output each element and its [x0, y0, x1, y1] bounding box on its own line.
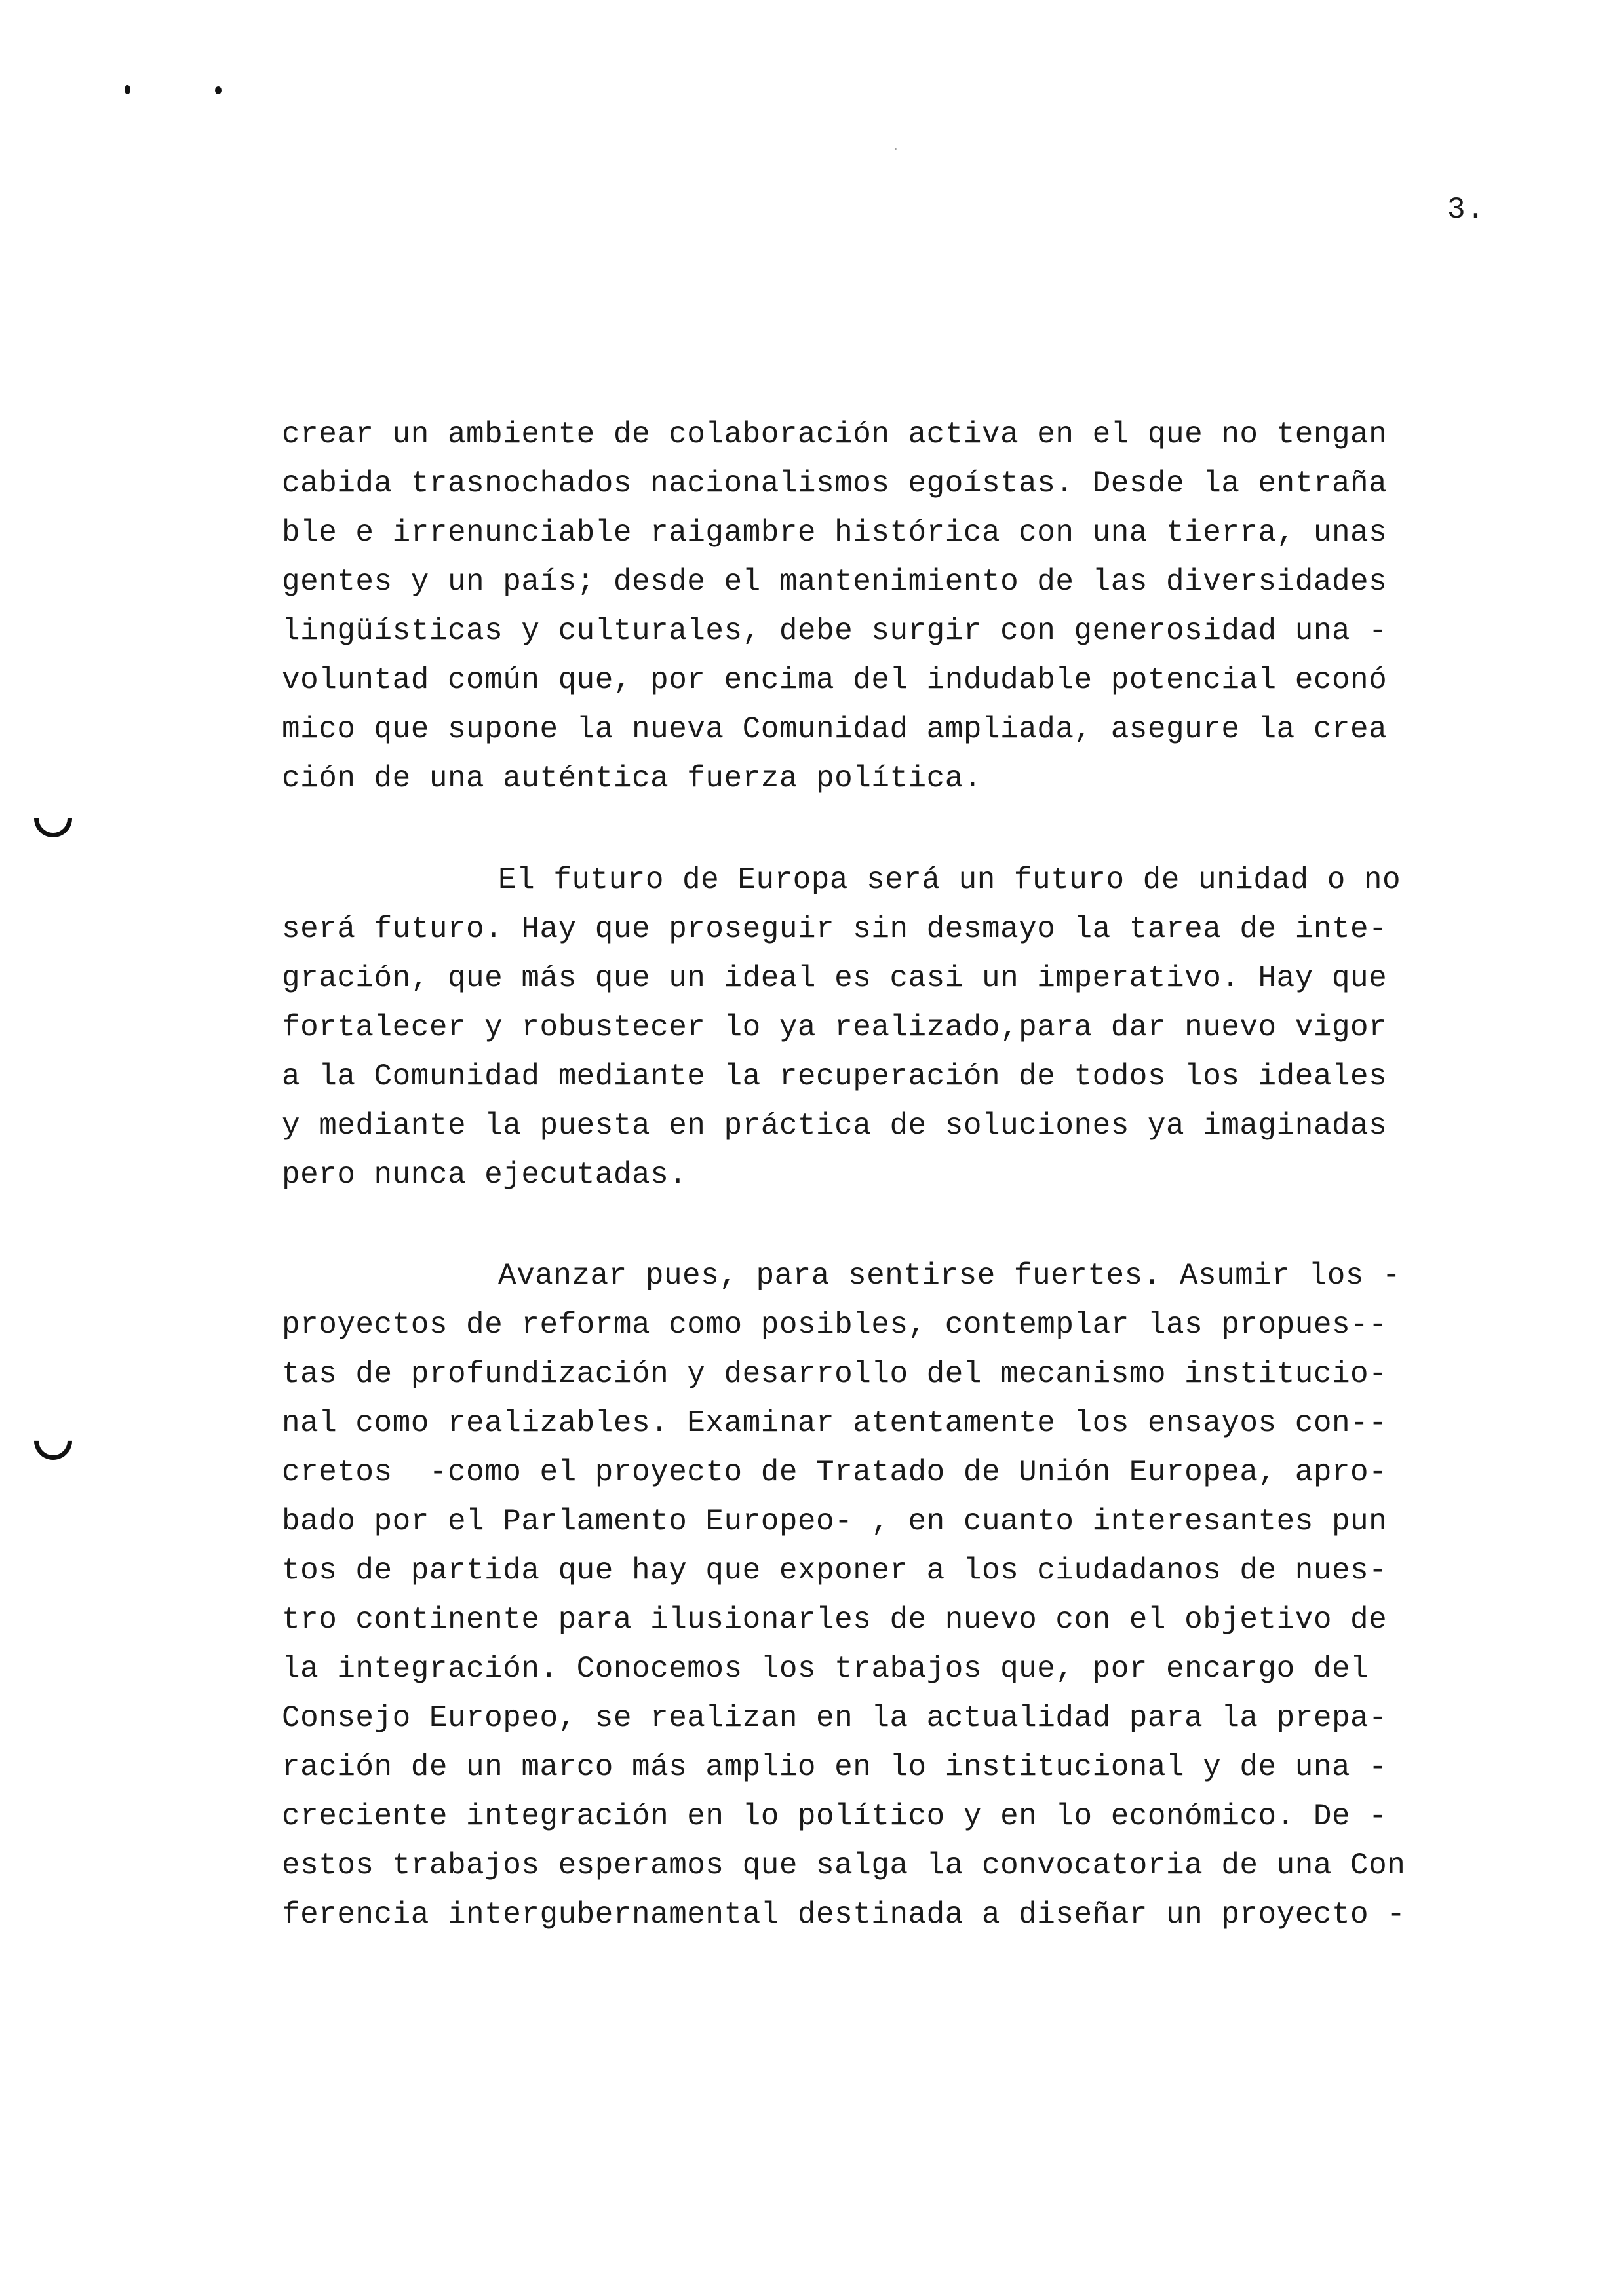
text-line: tro continente para ilusionarles de nuevo con el objetivo de	[282, 1603, 1388, 1637]
text-line: ración de un marco más amplio en lo institucional y de una -	[282, 1750, 1388, 1784]
text-line: ferencia intergubernamental destinada a diseñar un proyecto -	[282, 1898, 1406, 1932]
text-line: bado por el Parlamento Europeo- , en cuanto interesantes pun	[282, 1504, 1388, 1539]
text-line: ción de una auténtica fuerza política.	[282, 761, 982, 795]
text-line: fortalecer y robustecer lo ya realizado,para dar nuevo vigor	[282, 1010, 1388, 1044]
text-line: y mediante la puesta en práctica de soluciones ya imaginadas	[282, 1109, 1388, 1143]
text-line: cabida trasnochados nacionalismos egoístas. Desde la entraña	[282, 467, 1388, 501]
text-line: gración, que más que un ideal es casi un imperativo. Hay que	[282, 961, 1388, 995]
scan-speck	[215, 86, 222, 94]
text-line: cretos -como el proyecto de Tratado de Unión Europea, apro-	[282, 1455, 1388, 1489]
paragraph	[282, 410, 1481, 803]
punch-hole-mark	[26, 1414, 80, 1468]
text-line: mico que supone la nueva Comunidad ampliada, asegure la crea	[282, 712, 1388, 746]
page-number: 3.	[1447, 193, 1487, 227]
text-line: Avanzar pues, para sentirse fuertes. Asumir los -	[498, 1259, 1401, 1293]
text-line: tos de partida que hay que exponer a los ciudadanos de nues-	[282, 1554, 1388, 1588]
text-line: estos trabajos esperamos que salga la convocatoria de una Con	[282, 1848, 1406, 1883]
paragraph	[282, 1252, 1481, 1940]
text-line: tas de profundización y desarrollo del mecanismo institucio-	[282, 1357, 1388, 1391]
text-line: ble e irrenunciable raigambre histórica con una tierra, unas	[282, 516, 1388, 550]
text-line: crear un ambiente de colaboración activa en el que no tengan	[282, 417, 1388, 451]
text-line: nal como realizables. Examinar atentamente los ensayos con--	[282, 1406, 1388, 1440]
paragraph	[282, 856, 1481, 1200]
scan-speck	[125, 85, 130, 94]
text-line: Consejo Europeo, se realizan en la actualidad para la prepa-	[282, 1701, 1388, 1735]
text-line: creciente integración en lo político y en lo económico. De -	[282, 1799, 1388, 1833]
punch-hole-mark	[26, 792, 80, 845]
text-line: El futuro de Europa será un futuro de unidad o no	[498, 863, 1401, 897]
text-line: lingüísticas y culturales, debe surgir con generosidad una -	[282, 614, 1388, 648]
text-line: a la Comunidad mediante la recuperación de todos los ideales	[282, 1060, 1388, 1094]
scan-speck	[895, 148, 897, 150]
text-line: la integración. Conocemos los trabajos que, por encargo del	[282, 1652, 1369, 1686]
text-line: gentes y un país; desde el mantenimiento de las diversidades	[282, 565, 1388, 599]
text-line: pero nunca ejecutadas.	[282, 1158, 688, 1192]
text-line: voluntad común que, por encima del indudable potencial econó	[282, 663, 1388, 697]
text-line: proyectos de reforma como posibles, contemplar las propues--	[282, 1308, 1388, 1342]
text-line: será futuro. Hay que proseguir sin desmayo la tarea de inte-	[282, 912, 1388, 946]
